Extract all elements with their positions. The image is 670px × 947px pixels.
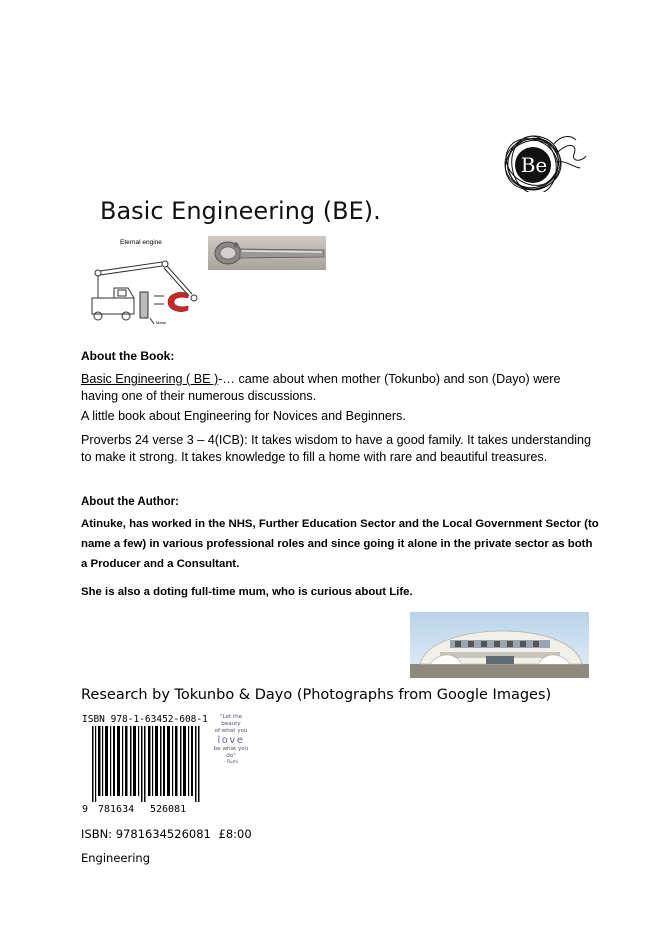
page-title: Basic Engineering (BE). (100, 197, 381, 225)
research-credit: Research by Tokunbo & Dayo (Photographs from Google Images) (81, 687, 552, 703)
quote-love: love (217, 735, 245, 746)
about-book-paragraph-1 (81, 371, 591, 405)
quote-box (210, 714, 252, 765)
dome-house-photo-icon (410, 612, 589, 678)
house-photo (410, 612, 589, 678)
ratchet-wrench-photo-icon (208, 236, 326, 270)
about-book-paragraph-1-text: -… came about when mother (Tokunbo) and son (Dayo) were having one of their numerous discussions. (81, 372, 561, 403)
diagram-sublabel: Metal (156, 320, 166, 325)
quote-author: - Rumi (223, 760, 239, 765)
logo (496, 132, 588, 192)
barcode-isbn-label: ISBN 978-1-63452-608-1 (82, 714, 208, 725)
barcode-digits-left: 781634 (98, 804, 135, 815)
barcode-digits (82, 804, 187, 815)
barcode-bars-icon (82, 726, 212, 802)
engine-sketch-icon (84, 236, 206, 328)
barcode (82, 714, 212, 818)
isbn-number: ISBN: 9781634526081 (81, 827, 211, 841)
barcode-digit-first: 9 (82, 804, 89, 815)
wrench-photo (208, 236, 326, 270)
book-title-link: Basic Engineering ( BE ) (81, 372, 219, 386)
category: Engineering (81, 851, 150, 865)
about-author-paragraph-2: She is also a doting full-time mum, who is curious about Life. (81, 586, 413, 598)
diagram-label: Eternal engine (120, 239, 162, 246)
about-author-paragraph-1: Atinuke, has worked in the NHS, Further Education Sector and the Local Government Sector (to name a few) in various professional roles and since going it alone in the private sector as both a Producer and a Consultant. (81, 518, 599, 570)
quote-line-3: be what you do" (213, 746, 249, 759)
barcode-digits-right: 526081 (150, 804, 187, 815)
logo-text: Be (520, 153, 548, 177)
price: £8:00 (218, 827, 252, 841)
about-book-paragraph-3: Proverbs 24 verse 3 – 4(ICB): It takes wisdom to have a good family. It takes understanding to make it strong. It takes knowledge to fill a home with rare and beautiful treasures. (81, 433, 592, 464)
quote-line-2: of what you (214, 728, 248, 734)
quote-line-1: "Let the beauty (219, 714, 243, 727)
about-author-heading: About the Author: (81, 496, 179, 508)
isbn-price-line (81, 827, 252, 841)
about-book-heading: About the Book: (81, 349, 175, 363)
about-book-paragraph-2: A little book about Engineering for Novices and Beginners. (81, 409, 406, 423)
eternal-engine-diagram (84, 236, 206, 328)
